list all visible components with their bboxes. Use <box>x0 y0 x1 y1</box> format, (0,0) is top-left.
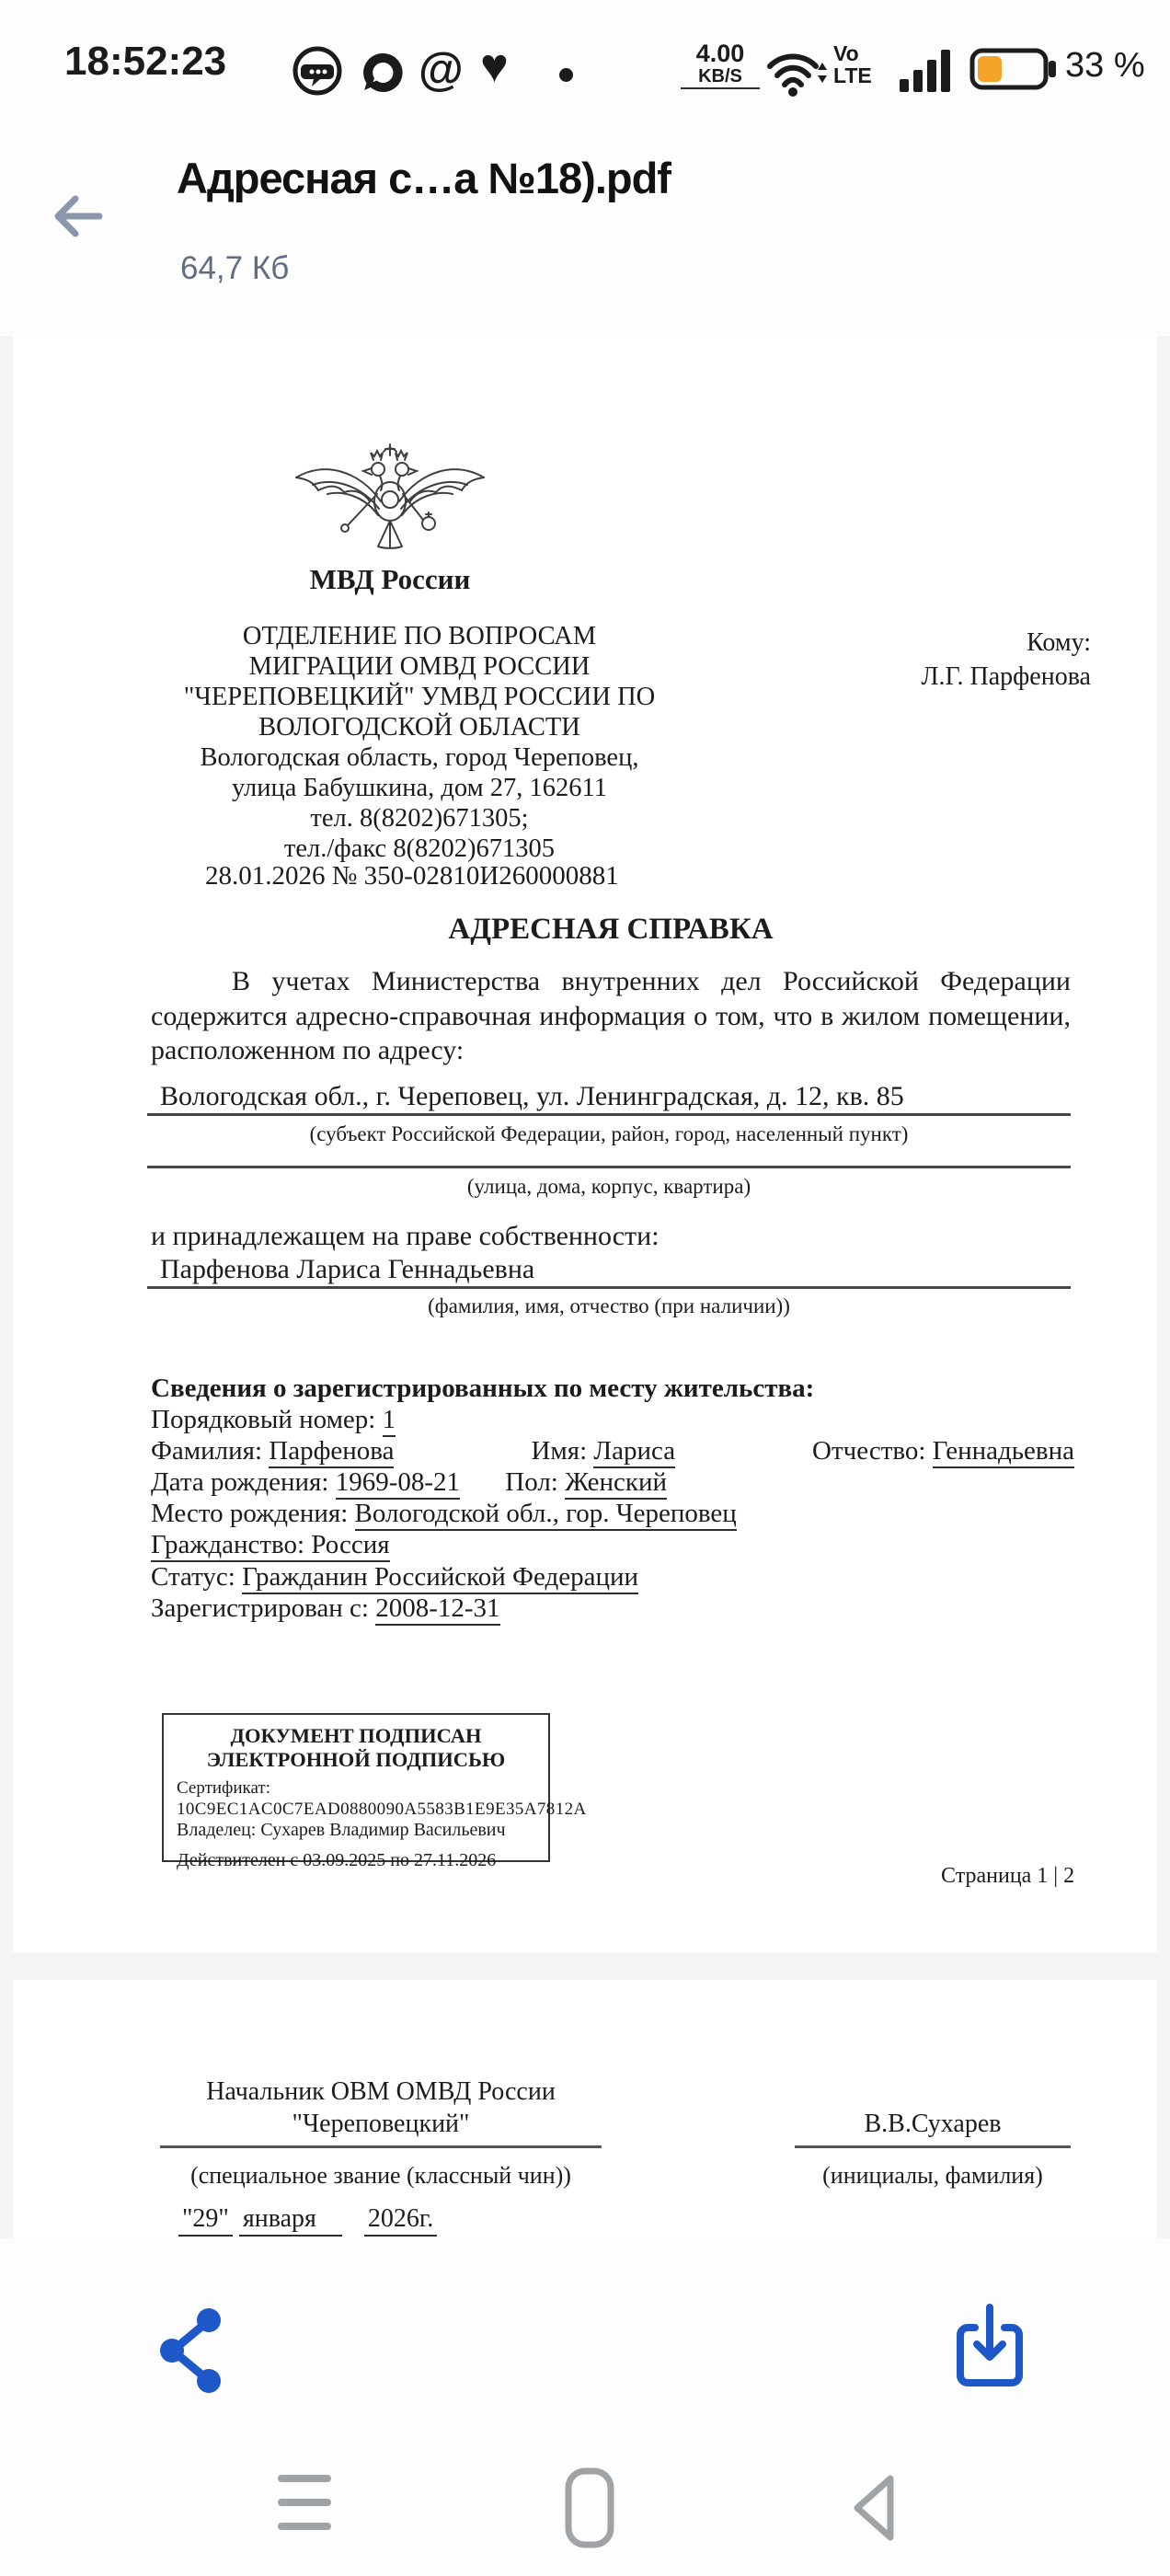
field-label: Порядковый номер: <box>151 1405 376 1435</box>
signer-position-line2: "Череповецкий" <box>292 2110 470 2138</box>
address-field <box>147 1081 1071 1116</box>
status-time: 18:52:23 <box>64 39 227 84</box>
stamp-title-line1: ДОКУМЕНТ ПОДПИСАН <box>230 1724 482 1747</box>
position-caption: (специальное звание (классный чин)) <box>190 2162 571 2189</box>
owner-field <box>147 1254 1071 1289</box>
department-line: МИГРАЦИИ ОМВД РОССИИ <box>248 652 591 681</box>
emblem-caption: МВД России <box>309 563 471 595</box>
field-value: Гражданство: Россия <box>151 1530 390 1562</box>
field-label: Отчество: <box>812 1436 926 1466</box>
messenger-notification-icon <box>292 46 342 96</box>
certificate-validity: Действителен с 03.09.2025 по 27.11.2026 <box>177 1850 497 1870</box>
share-button[interactable] <box>158 2306 223 2394</box>
field-label: Статус: <box>151 1561 235 1592</box>
date-day: "29" <box>178 2204 233 2237</box>
field-label: Пол: <box>505 1467 558 1498</box>
position-signature-line <box>160 2145 602 2148</box>
ownership-intro: и принадлежащем на праве собственности: <box>151 1221 660 1251</box>
network-speed-unit: KB/S <box>681 66 760 89</box>
registered-row <box>151 1436 1074 1467</box>
registered-header: Сведения о зарегистрированных по месту жительства: <box>151 1374 815 1403</box>
mvd-eagle-emblem <box>289 428 491 566</box>
owner-name: Парфенова Лариса Геннадьевна <box>160 1254 535 1284</box>
recipient-block <box>914 626 1091 694</box>
pdf-viewer[interactable] <box>0 336 1170 2238</box>
pdf-page-1 <box>13 336 1157 1952</box>
intro-paragraph: В учетах Министерства внутренних дел Российской Федерации содержится адресно-справочная информация о том, что в жилом помещении, расположенном по адресу: <box>151 966 1071 1065</box>
field-label: Фамилия: <box>151 1436 263 1466</box>
back-nav-button[interactable] <box>848 2471 901 2545</box>
certificate-label: Сертификат: <box>177 1778 271 1798</box>
file-title: Адресная с…а №18).pdf <box>177 154 671 202</box>
home-nav-button[interactable] <box>565 2467 614 2548</box>
recipient-label: Кому: <box>1027 628 1091 657</box>
registered-row <box>151 1562 1074 1593</box>
signal-strength-icon <box>898 46 957 94</box>
signer-name: В.В.Сухарев <box>864 2110 1002 2138</box>
address-caption-2: (улица, дома, корпус, квартира) <box>466 1175 751 1198</box>
wifi-icon <box>765 46 830 98</box>
download-button[interactable] <box>955 2302 1025 2390</box>
page-indicator: Страница 1 | 2 <box>941 1864 1075 1888</box>
field-value: Гражданин Российской Федерации <box>242 1562 638 1594</box>
chat-notification-icon <box>361 50 407 96</box>
signature-date <box>178 2204 437 2234</box>
date-year: 2026г. <box>364 2204 437 2237</box>
volte-indicator <box>833 42 872 86</box>
recents-nav-button[interactable] <box>278 2473 331 2532</box>
field-pair <box>812 1436 1074 1467</box>
department-line: Вологодская область, город Череповец, <box>200 743 639 772</box>
field-value: Женский <box>565 1467 667 1500</box>
network-speed <box>681 40 760 89</box>
name-signature-line <box>795 2145 1071 2148</box>
email-notification-icon: @ <box>419 43 464 95</box>
field-value: 1969-08-21 <box>336 1467 460 1500</box>
field-label: Дата рождения: <box>151 1467 329 1498</box>
department-line: тел. 8(8202)671305; <box>310 804 529 833</box>
dot-notification-icon <box>559 68 573 82</box>
department-line: тел./факс 8(8202)671305 <box>283 834 556 863</box>
network-speed-value: 4.00 <box>695 40 745 67</box>
field-pair <box>531 1436 675 1467</box>
volte-line1: Vo <box>833 41 859 65</box>
registered-row <box>151 1405 1074 1436</box>
heart-notification-icon: ♥ <box>480 40 509 93</box>
owner-caption: (фамилия, имя, отчество (при наличии)) <box>428 1294 790 1317</box>
department-line: ВОЛОГОДСКОЙ ОБЛАСТИ <box>258 713 580 742</box>
registered-row <box>151 1530 1074 1561</box>
recipient-name: Л.Г. Парфенова <box>921 662 1091 691</box>
address-blank-line <box>147 1166 1071 1168</box>
field-label: Место рождения: <box>151 1499 349 1529</box>
battery-icon <box>969 48 1058 90</box>
field-label: Имя: <box>531 1436 588 1466</box>
certificate-owner: Владелец: Сухарев Владимир Васильевич <box>177 1820 506 1840</box>
department-line: улица Бабушкина, дом 27, 162611 <box>232 774 607 802</box>
field-value: Парфенова <box>269 1436 394 1468</box>
volte-line2: LTE <box>833 63 872 87</box>
address-value: Вологодская обл., г. Череповец, ул. Ленинградская, д. 12, кв. 85 <box>160 1081 904 1111</box>
date-month: января <box>239 2204 342 2237</box>
document-title: АДРЕСНАЯ СПРАВКА <box>448 913 774 946</box>
registered-block <box>151 1374 1074 1625</box>
back-button[interactable] <box>52 193 105 239</box>
pdf-page-2 <box>13 1980 1157 2238</box>
registered-row <box>151 1467 1074 1499</box>
certificate-value: 10C9EC1AC0C7EAD0880090A5583B1E9E35A7812A <box>177 1800 587 1819</box>
field-value: Геннадьевна <box>933 1436 1074 1468</box>
field-value: Лариса <box>593 1436 675 1468</box>
field-value: 2008-12-31 <box>375 1593 499 1626</box>
document-number: 28.01.2026 № 350-02810И260000881 <box>205 861 619 891</box>
address-caption-1: (субъект Российской Федерации, район, город, населенный пункт) <box>309 1122 909 1145</box>
field-pair <box>151 1436 394 1467</box>
field-value: Вологодской обл., гор. Череповец <box>355 1499 737 1531</box>
department-line: "ЧЕРЕПОВЕЦКИЙ" УМВД РОССИИ ПО <box>183 683 656 711</box>
registered-row <box>151 1499 1074 1530</box>
digital-signature-stamp <box>162 1713 587 1870</box>
field-label: Зарегистрирован с: <box>151 1593 369 1623</box>
field-value: 1 <box>383 1405 396 1437</box>
registered-row <box>151 1593 1074 1625</box>
stamp-title-line2: ЭЛЕКТРОННОЙ ПОДПИСЬЮ <box>206 1748 506 1771</box>
signer-caption: (инициалы, фамилия) <box>822 2162 1043 2189</box>
file-size: 64,7 Кб <box>180 250 290 286</box>
department-address-block <box>153 621 686 864</box>
battery-percent: 33 % <box>1065 46 1145 85</box>
department-line: ОТДЕЛЕНИЕ ПО ВОПРОСАМ <box>242 622 597 650</box>
signer-position-line1: Начальник ОВМ ОМВД России <box>206 2077 556 2106</box>
